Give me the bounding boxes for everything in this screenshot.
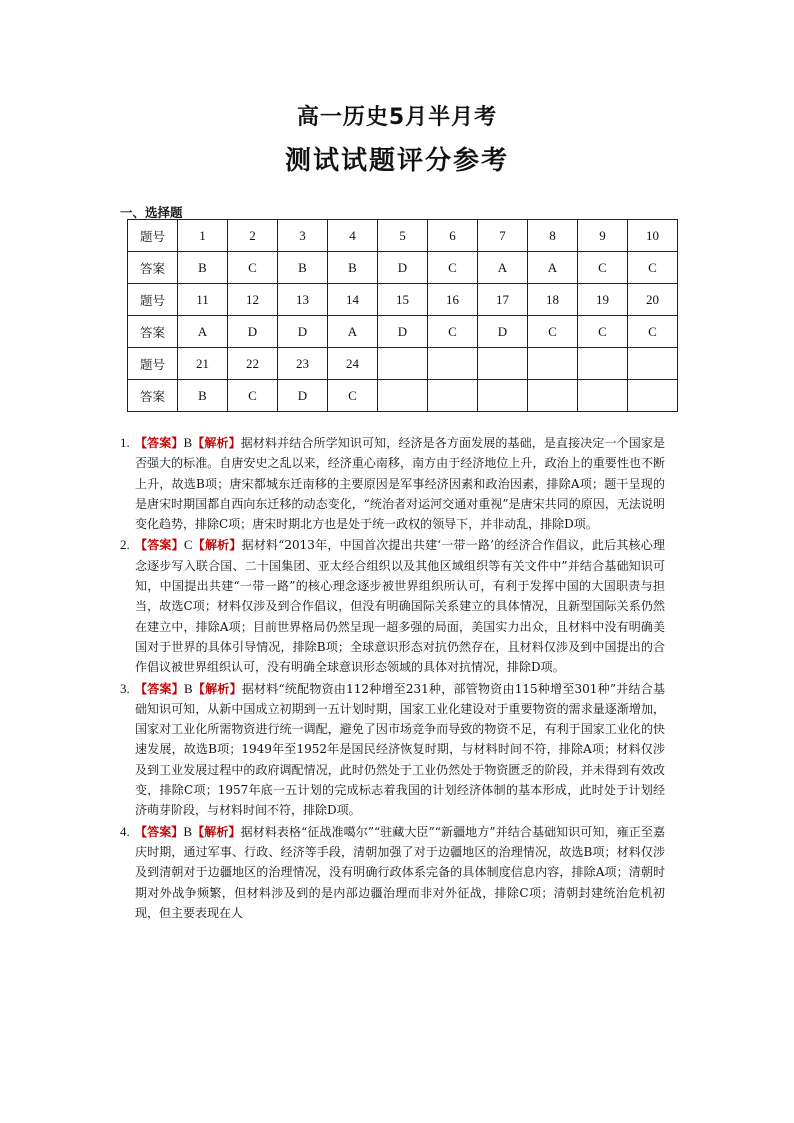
table-cell: 6 [428,220,478,252]
table-cell: 24 [328,348,378,380]
table-cell: 16 [428,284,478,316]
explanation-item [120,679,665,821]
table-cell: D [478,316,528,348]
analysis-text: 据材料“2013年，中国首次提出共建‘一带一路’的经济合作倡议，此后其核心理念逐步写入联合国、二十国集团、亚太经合组织以及其他区域组织等有关文件中”并结合基础知识可知，中国提出共建“一带一路”的核心理念逐步被世界组织所认可，有利于发挥中国的大国职责与担当，故选C项；材料仅涉及到合作倡议，但没有明确国际关系建立的具体情况，且新型国际关系仍然在建立中，排除A项；目前世界格局仍然呈现一超多强的局面，美国实力出众，且材料中没有明确美国对于世界的具体引导情况，排除B项；全球意识形态对抗仍然存在，且材料仅涉及到中国提出的合作倡议被世界组织认可，没有明确全球意识形态领域的具体对抗情况，排除D项。 [135,538,665,675]
table-cell: C [228,380,278,412]
table-cell: A [328,316,378,348]
table-cell: C [528,316,578,348]
explanations [120,433,665,924]
table-cell: A [478,252,528,284]
table-cell: 11 [178,284,228,316]
table-cell: 20 [628,284,678,316]
table-cell: B [178,380,228,412]
table-cell: 21 [178,348,228,380]
row-label: 答案 [128,380,178,412]
item-number: 4. [120,823,130,839]
analysis-tag: 【解析】 [192,681,242,696]
table-cell [628,380,678,412]
analysis-tag: 【解析】 [192,824,241,839]
answer-letter: B [183,823,193,839]
answer-letter: B [183,680,193,696]
analysis-text: 据材料“统配物资由112种增至231种，部管物资由115种增至301种”并结合基础知识可知，从新中国成立初期到一五计划时期，国家工业化建设对于重要物资的需求量逐渐增加，国家对工业化所需物资进行统一调配，避免了因市场竞争而导致的物资不足，有利于国家工业化的快速发展，故选B项；1949年至1952年是国民经济恢复时期，与材料时间不符，排除A项；材料仅涉及到工业发展过程中的政府调配情况，此时仍然处于工业仍然处于物资匮乏的阶段，并未得到有效改变，排除C项；1957年底一五计划的完成标志着我国的计划经济体制的基本形成，此时处于计划经济萌芽阶段，与材料时间不符，排除D项。 [135,681,665,818]
table-cell: 22 [228,348,278,380]
table-cell: 8 [528,220,578,252]
table-cell: D [378,252,428,284]
row-label: 答案 [128,252,178,284]
table-row [128,220,678,252]
table-cell: C [428,252,478,284]
table-cell: D [278,380,328,412]
table-cell [578,380,628,412]
table-cell: D [228,316,278,348]
row-label: 答案 [128,316,178,348]
table-cell: 14 [328,284,378,316]
answer-tag: 【答案】 [135,436,184,450]
table-cell: C [628,316,678,348]
analysis-text: 据材料表格“征战准噶尔”“驻藏大臣”“新疆地方”并结合基础知识可知，雍正至嘉庆时期，通过军事、行政、经济等手段，清朝加强了对于边疆地区的治理情况，故选B项；材料仅涉及到清朝对于边疆地区的治理情况，没有明确行政体系完备的具体制度信息内容，排除A项；清朝时期对外战争频繁，但材料涉及到的是内部边疆治理而非对外征战，排除C项；清朝封建统治危机初现，但主要表现在人 [135,824,665,920]
row-label: 题号 [128,284,178,316]
table-row [128,348,678,380]
table-row [128,380,678,412]
table-cell: C [228,252,278,284]
page-title: 高一历史5月半月考 [296,105,498,130]
table-cell: D [378,316,428,348]
table-cell [378,348,428,380]
table-row [128,316,678,348]
table-cell: 17 [478,284,528,316]
table-cell: C [578,316,628,348]
table-row [128,252,678,284]
table-cell: 10 [628,220,678,252]
answer-table [127,219,678,412]
answer-tag: 【答案】 [135,824,184,839]
table-cell [478,348,528,380]
page-subtitle: 测试试题评分参考 [284,146,509,176]
table-cell: B [328,252,378,284]
item-number: 2. [120,537,130,553]
table-cell [428,380,478,412]
analysis-tag: 【解析】 [192,538,242,553]
table-cell: 23 [278,348,328,380]
table-cell: D [278,316,328,348]
table-cell: C [578,252,628,284]
section-heading: 一、选择题 [120,205,183,220]
table-cell: A [178,316,228,348]
explanation-item [120,535,665,677]
table-cell [378,380,428,412]
row-label: 题号 [128,220,178,252]
table-cell: C [328,380,378,412]
table-cell [528,380,578,412]
table-cell [428,348,478,380]
explanation-item [120,822,665,923]
table-cell [628,348,678,380]
table-cell: 4 [328,220,378,252]
answer-letter: B [183,435,193,450]
analysis-tag: 【解析】 [192,436,241,450]
answer-letter: C [183,537,193,553]
table-cell: 3 [278,220,328,252]
row-label: 题号 [128,348,178,380]
table-row [128,284,678,316]
table-cell: 18 [528,284,578,316]
table-cell: 15 [378,284,428,316]
table-cell: B [278,252,328,284]
table-cell: C [428,316,478,348]
table-cell: 5 [378,220,428,252]
table-cell: 7 [478,220,528,252]
explanation-item [120,433,665,534]
table-cell: 13 [278,284,328,316]
analysis-text: 据材料并结合所学知识可知，经济是各方面发展的基础，是直接决定一个国家是否强大的标准。自唐安史之乱以来，经济重心南移，南方由于经济地位上升，政治上的重要性也不断上升，故选B项；唐宋都城东迁南移的主要原因是军事经济因素和政治因素，排除A项；题干呈现的是唐宋时期国都自西向东迁移的动态变化，“统治者对运河交通对重视”是唐宋共同的原因，无法说明变化趋势，排除C项；唐宋时期北方也是处于统一政权的领导下，并非动乱，排除D项。 [135,436,665,532]
item-number: 1. [120,435,130,450]
table-cell: 2 [228,220,278,252]
table-cell: 1 [178,220,228,252]
answer-tag: 【答案】 [135,681,184,696]
table-cell: A [528,252,578,284]
answer-tag: 【答案】 [135,538,184,553]
table-cell: 19 [578,284,628,316]
table-cell: C [628,252,678,284]
table-cell: 12 [228,284,278,316]
item-number: 3. [120,680,130,696]
table-cell [478,380,528,412]
table-cell [578,348,628,380]
table-cell [528,348,578,380]
table-cell: 9 [578,220,628,252]
table-cell: B [178,252,228,284]
